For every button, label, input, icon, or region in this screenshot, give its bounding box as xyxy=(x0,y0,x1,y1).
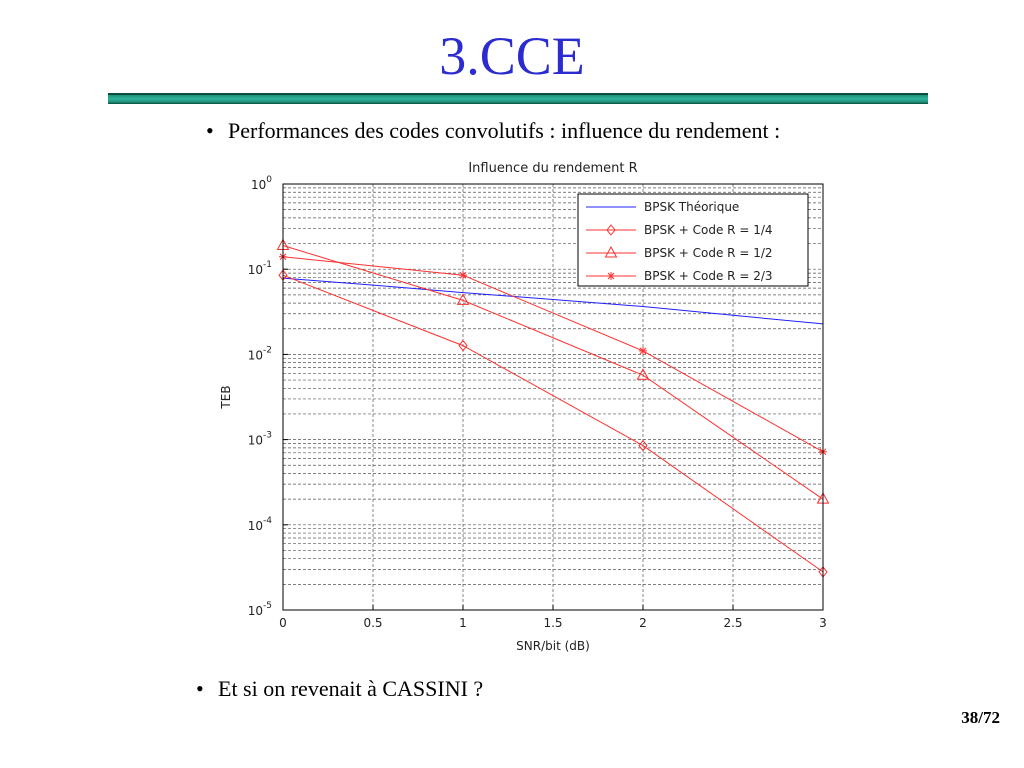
bullet-text-2: Et si on revenait à CASSINI ? xyxy=(218,676,484,701)
y-tick-label: $10^{-3}$ xyxy=(247,430,272,448)
x-tick-label: 1 xyxy=(459,616,467,630)
bullet-dot: • xyxy=(196,676,204,701)
title-rule xyxy=(108,93,928,104)
ber-chart xyxy=(210,152,850,662)
y-tick-label: $10^{-4}$ xyxy=(247,515,272,533)
series-marker-star xyxy=(607,272,615,280)
y-tick-label: $10^{-5}$ xyxy=(247,601,272,618)
series-marker-star xyxy=(639,347,647,355)
x-tick-label: 3 xyxy=(819,616,827,630)
legend-label: BPSK + Code R = 1/4 xyxy=(644,223,773,237)
x-tick-label: 0.5 xyxy=(363,616,383,630)
x-tick-label: 2.5 xyxy=(723,616,743,630)
bullet-item-1 xyxy=(206,118,780,144)
chart-title: Influence du rendement R xyxy=(468,161,638,176)
y-tick-label: $10^{-2}$ xyxy=(247,345,272,363)
slide-title: 3.CCE xyxy=(439,26,585,86)
series-marker-star xyxy=(459,271,467,279)
y-axis-label: TEB xyxy=(219,385,233,409)
x-axis-label: SNR/bit (dB) xyxy=(516,639,590,653)
chart-legend xyxy=(578,194,808,286)
x-tick-label: 0 xyxy=(279,616,287,630)
legend-label: BPSK + Code R = 1/2 xyxy=(644,246,773,260)
y-tick-label: $10^{-1}$ xyxy=(247,260,272,278)
bullet-dot: • xyxy=(206,118,214,143)
legend-label: BPSK Théorique xyxy=(644,200,740,214)
x-tick-label: 2 xyxy=(639,616,647,630)
page-number: 38/72 xyxy=(961,708,1000,727)
x-tick-label: 1.5 xyxy=(543,616,563,630)
legend-label: BPSK + Code R = 2/3 xyxy=(644,269,773,283)
bullet-text-1: Performances des codes convolutifs : influence du rendement : xyxy=(228,118,781,143)
bullet-item-2 xyxy=(196,676,483,702)
y-tick-label: $10^0$ xyxy=(250,175,272,192)
